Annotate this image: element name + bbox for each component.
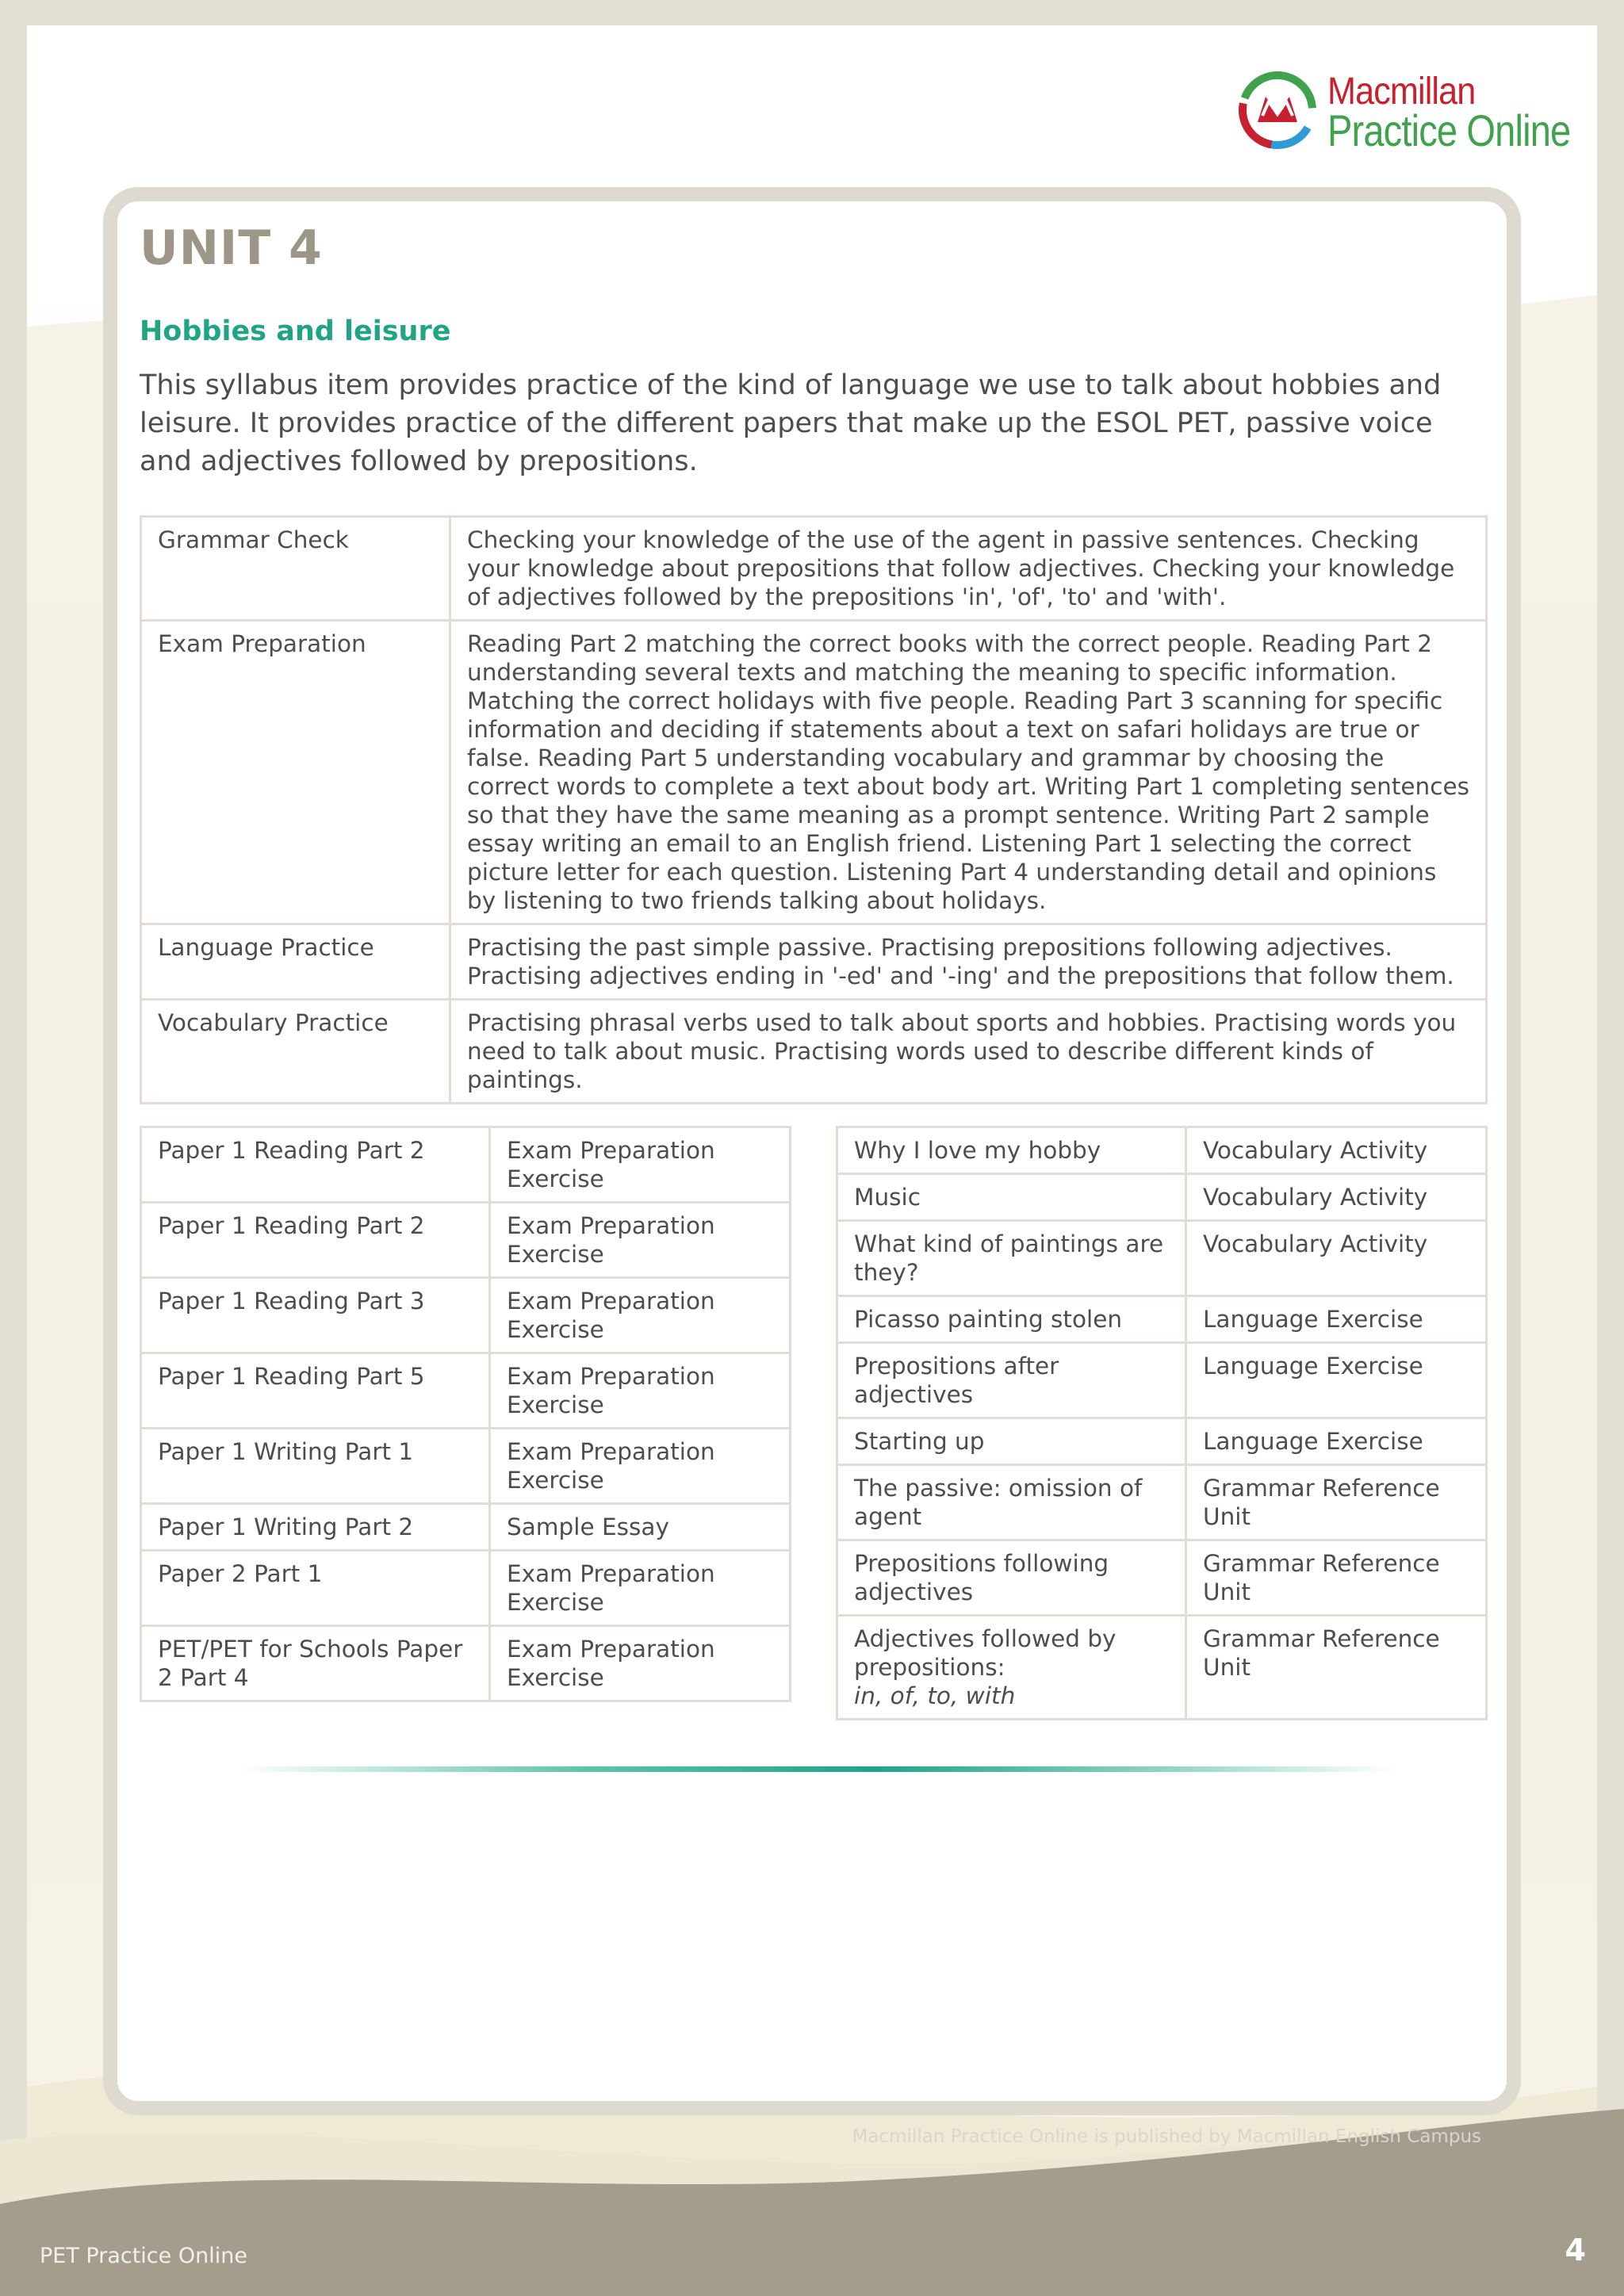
activity-name: [837, 1616, 1186, 1720]
syllabus-label: Grammar Check: [141, 517, 450, 621]
syllabus-label: Exam Preparation: [141, 621, 450, 924]
activity-name: Why I love my hobby: [837, 1127, 1186, 1174]
table-row: [837, 1296, 1487, 1343]
activity-name: Starting up: [837, 1418, 1186, 1465]
unit-title: UNIT 4: [140, 220, 323, 276]
exam-exercises-table: [140, 1126, 791, 1702]
activity-type: Language Exercise: [1186, 1343, 1487, 1418]
table-row: [141, 1278, 791, 1353]
activity-type: Grammar Reference Unit: [1186, 1616, 1487, 1720]
table-row: [837, 1465, 1487, 1540]
table-row: [141, 1000, 1487, 1104]
syllabus-description: Checking your knowledge of the use of the agent in passive sentences. Checking your knowledge about prepositions that follow adjectives. Checking your knowledge of adjectives followed by the prepositions 'in', 'of', 'to' and 'with'.: [450, 517, 1487, 621]
exercise-name: Paper 1 Writing Part 2: [141, 1504, 490, 1551]
publisher-note: Macmillan Practice Online is published by Macmillan English Campus: [852, 2126, 1481, 2147]
logo-text-macmillan: Macmillan: [1327, 71, 1476, 113]
logo-text-practice-online: Practice Online: [1327, 105, 1571, 155]
macmillan-logo-icon: [1234, 67, 1321, 154]
exercise-type: Exam Preparation Exercise: [490, 1353, 791, 1429]
exercise-type: Exam Preparation Exercise: [490, 1127, 791, 1203]
activity-name: The passive: omission of agent: [837, 1465, 1186, 1540]
intro-paragraph: This syllabus item provides practice of the kind of language we use to talk about hobbies and leisure. It provides practice of the different papers that make up the ESOL PET, passive voice and adjectives followed by prepositions.: [140, 369, 1442, 477]
activity-type: Grammar Reference Unit: [1186, 1465, 1487, 1540]
syllabus-description: Practising phrasal verbs used to talk about sports and hobbies. Practising words you need to talk about music. Practising words used to describe different kinds of paintings.: [450, 1000, 1487, 1104]
exercise-name: Paper 1 Reading Part 2: [141, 1203, 490, 1278]
activity-type: Grammar Reference Unit: [1186, 1540, 1487, 1616]
table-row: [141, 1551, 791, 1626]
exercise-name: Paper 1 Reading Part 3: [141, 1278, 490, 1353]
exercise-name: PET/PET for Schools Paper 2 Part 4: [141, 1626, 490, 1701]
exercise-type: Exam Preparation Exercise: [490, 1626, 791, 1701]
exercise-name: Paper 1 Reading Part 5: [141, 1353, 490, 1429]
syllabus-table: [140, 515, 1488, 1104]
table-row: [837, 1174, 1487, 1221]
table-row: [141, 517, 1487, 621]
activity-type: Vocabulary Activity: [1186, 1174, 1487, 1221]
macmillan-logo: [1234, 67, 1571, 155]
table-row: [141, 621, 1487, 924]
table-row: [141, 1504, 791, 1551]
table-row: [141, 1203, 791, 1278]
activity-type: Language Exercise: [1186, 1296, 1487, 1343]
exercise-type: Exam Preparation Exercise: [490, 1203, 791, 1278]
table-row: [141, 1429, 791, 1504]
section-divider: [238, 1766, 1396, 1772]
table-row: [141, 1626, 791, 1701]
syllabus-label: Vocabulary Practice: [141, 1000, 450, 1104]
table-row: [141, 1353, 791, 1429]
exercise-name: Paper 1 Reading Part 2: [141, 1127, 490, 1203]
activity-type: Vocabulary Activity: [1186, 1221, 1487, 1296]
activity-name: Picasso painting stolen: [837, 1296, 1186, 1343]
activity-name-text: Adjectives followed by prepositions:: [854, 1625, 1116, 1681]
section-title: Hobbies and leisure: [140, 316, 451, 347]
activity-type: Language Exercise: [1186, 1418, 1487, 1465]
table-row: [141, 1127, 791, 1203]
table-row: [837, 1221, 1487, 1296]
syllabus-label: Language Practice: [141, 924, 450, 1000]
exercise-type: Sample Essay: [490, 1504, 791, 1551]
language-activities-table: [836, 1126, 1488, 1720]
table-row: [837, 1418, 1487, 1465]
activity-name: What kind of paintings are they?: [837, 1221, 1186, 1296]
table-row: [141, 924, 1487, 1000]
table-row: [837, 1127, 1487, 1174]
exercise-type: Exam Preparation Exercise: [490, 1429, 791, 1504]
exercise-type: Exam Preparation Exercise: [490, 1551, 791, 1626]
activity-name-italic: in, of, to, with: [854, 1682, 1016, 1709]
page-number: 4: [1565, 2233, 1586, 2267]
exercise-name: Paper 2 Part 1: [141, 1551, 490, 1626]
table-row: [837, 1343, 1487, 1418]
table-row: [837, 1540, 1487, 1616]
footer-title: PET Practice Online: [40, 2244, 247, 2268]
exercise-type: Exam Preparation Exercise: [490, 1278, 791, 1353]
table-row: [837, 1616, 1487, 1720]
syllabus-description: Reading Part 2 matching the correct books with the correct people. Reading Part 2 understanding several texts and matching the meaning to specific information. Matching the correct holidays with five people. Reading Part 3 scanning for specific information and deciding if statements about a text on safari holidays are true or false. Reading Part 5 understanding vocabulary and grammar by choosing the correct words to complete a text about body art. Writing Part 1 completing sentences so that they have the same meaning as a prompt sentence. Writing Part 2 sample essay writing an email to an English friend. Listening Part 1 selecting the correct picture letter for each question. Listening Part 4 understanding detail and opinions by listening to two friends talking about holidays.: [450, 621, 1487, 924]
activity-type: Vocabulary Activity: [1186, 1127, 1487, 1174]
exercise-name: Paper 1 Writing Part 1: [141, 1429, 490, 1504]
activity-name: Prepositions following adjectives: [837, 1540, 1186, 1616]
activity-name: Prepositions after adjectives: [837, 1343, 1186, 1418]
syllabus-description: Practising the past simple passive. Practising prepositions following adjectives. Practising adjectives ending in '-ed' and '-ing' and the prepositions that follow them.: [450, 924, 1487, 1000]
activity-name: Music: [837, 1174, 1186, 1221]
